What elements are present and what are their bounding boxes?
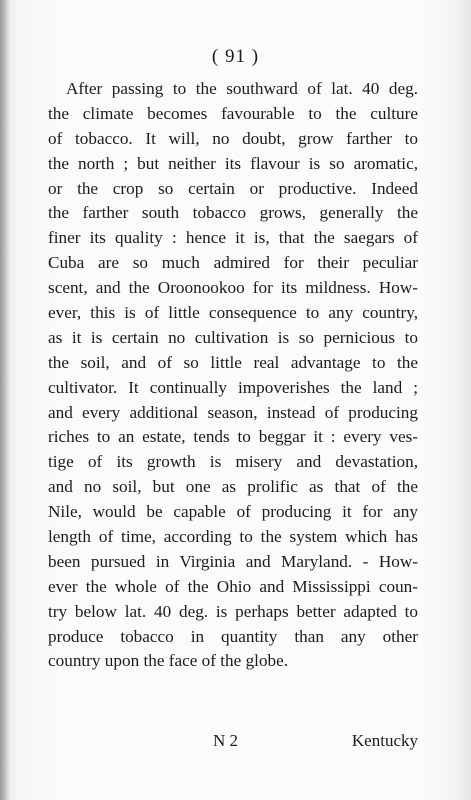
text-line: or the crop so certain or productive. Indeed xyxy=(48,178,418,198)
text-line: the north ; but neither its flavour is so aromatic, xyxy=(48,153,418,173)
text-line: scent, and the Oroonookoo for its mildness. How- xyxy=(48,278,418,298)
body-text xyxy=(48,77,418,674)
text-line: of tobacco. It will, no doubt, grow farther to xyxy=(48,128,418,148)
text-line: Cuba are so much admired for their peculiar xyxy=(48,253,418,273)
text-line: tige of its growth is misery and devastation, xyxy=(48,452,418,472)
text-line: After passing to the southward of lat. 40 deg. xyxy=(66,79,418,98)
text-line: riches to an estate, tends to beggar it : every ves- xyxy=(48,427,418,447)
signature-mark: N 2 xyxy=(213,731,239,750)
text-line: the climate becomes favourable to the culture xyxy=(48,103,418,123)
text-line: try below lat. 40 deg. is perhaps better adapted to xyxy=(48,601,418,621)
text-line: produce tobacco in quantity than any other xyxy=(48,626,418,646)
text-line: and every additional season, instead of producing xyxy=(48,402,418,422)
text-line: Nile, would be capable of producing it for any xyxy=(48,502,418,522)
text-line: been pursued in Virginia and Maryland. - How- xyxy=(48,551,418,571)
catchword: Kentucky xyxy=(351,731,418,750)
text-line: length of time, according to the system which has xyxy=(48,527,418,547)
text-line: ever, this is of little consequence to any country, xyxy=(48,303,418,323)
text-line: country upon the face of the globe. xyxy=(48,651,289,671)
text-line: cultivator. It continually impoverishes the land ; xyxy=(48,377,418,397)
text-line: the farther south tobacco grows, generally the xyxy=(48,203,418,223)
gutter-shadow xyxy=(0,0,10,800)
page-number: ( 91 ) xyxy=(211,46,260,67)
text-line: as it is certain no cultivation is so pernicious to xyxy=(48,327,418,347)
text-line: finer its quality : hence it is, that the saegars of xyxy=(48,228,418,248)
text-line: the soil, and of so little real advantage to the xyxy=(48,352,418,372)
page-footer xyxy=(48,731,418,755)
text-line: and no soil, but one as prolific as that of the xyxy=(48,477,418,497)
text-line: ever the whole of the Ohio and Mississippi coun- xyxy=(48,576,418,596)
